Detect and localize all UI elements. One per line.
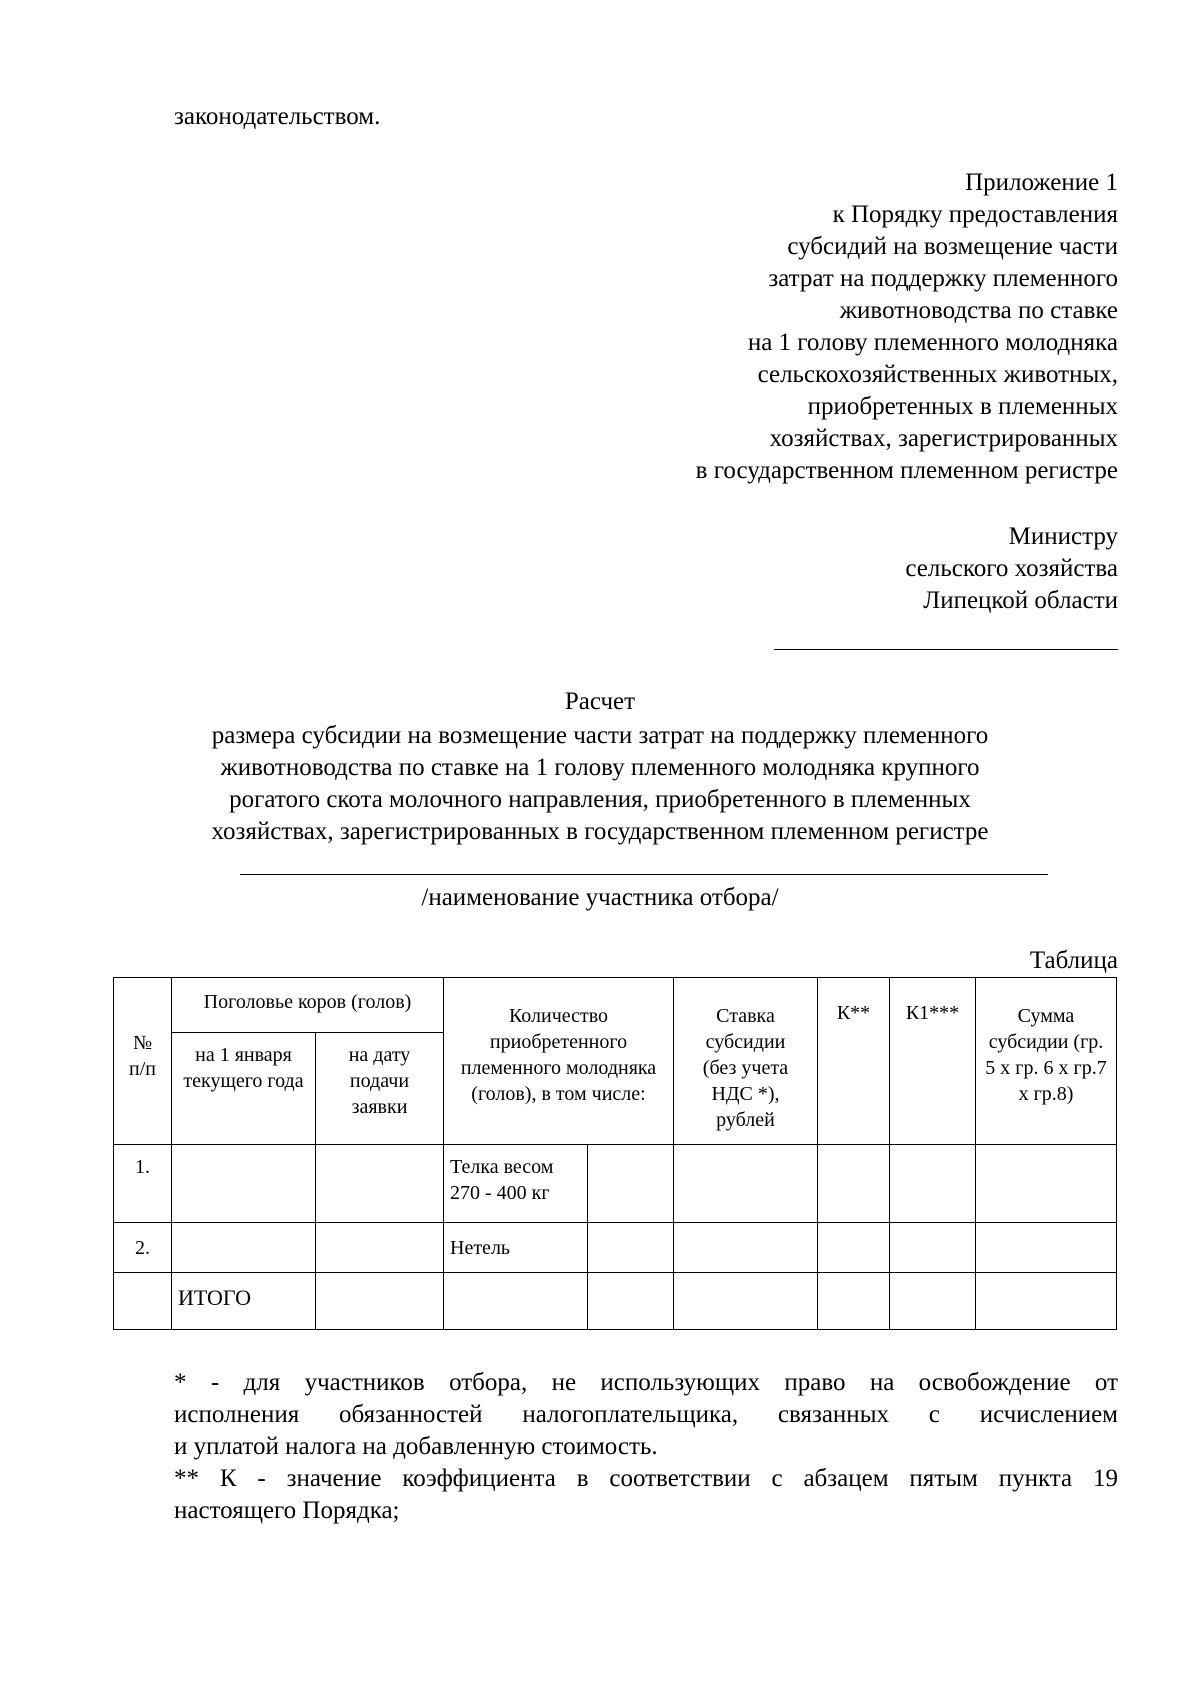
header-herd-jan: на 1 января текущего года <box>171 1032 316 1145</box>
footnote-1-line-2: исполнения обязанностей налогоплательщика, связанных с исчислением <box>174 1401 1118 1428</box>
row-2-rate[interactable] <box>673 1222 818 1273</box>
table-caption: Таблица <box>1029 947 1118 974</box>
row-1-k1[interactable] <box>889 1144 976 1223</box>
appendix-line-7: сельскохозяйственных животных, <box>757 361 1118 388</box>
document-title: Расчет <box>564 688 636 715</box>
total-sum[interactable] <box>975 1272 1117 1330</box>
total-k1[interactable] <box>889 1272 976 1330</box>
total-quantity[interactable] <box>587 1272 674 1330</box>
header-herd-group: Поголовье коров (голов) <box>171 977 444 1033</box>
footnote-2-line-2: настоящего Порядка; <box>174 1497 400 1524</box>
row-2-k[interactable] <box>817 1222 890 1273</box>
footnote-1-line-3: и уплатой налога на добавленную стоимость. <box>174 1433 658 1460</box>
row-1-item: Телка весом 270 - 400 кг <box>443 1144 588 1223</box>
row-1-rate[interactable] <box>673 1144 818 1223</box>
header-k1: К1*** <box>889 977 976 1145</box>
total-item[interactable] <box>443 1272 588 1330</box>
total-rate[interactable] <box>673 1272 818 1330</box>
row-1-sum[interactable] <box>975 1144 1117 1223</box>
appendix-line-10: в государственном племенном регистре <box>695 457 1118 484</box>
appendix-line-1: Приложение 1 <box>965 169 1118 196</box>
footnote-1 <box>174 1367 1118 1463</box>
subtitle-line-2: животноводства по ставке на 1 голову племенного молодняка крупного <box>220 754 980 781</box>
row-2-sum[interactable] <box>975 1222 1117 1273</box>
row-2-item: Нетель <box>443 1222 588 1273</box>
row-2-herd-jan[interactable] <box>171 1222 316 1273</box>
addressee-line-2: сельского хозяйства <box>905 555 1118 582</box>
footnote-2-line-1: ** К - значение коэффициента в соответствии с абзацем пятым пункта 19 <box>174 1465 1118 1492</box>
row-2-number: 2. <box>113 1222 172 1273</box>
subtitle-line-4: хозяйствах, зарегистрированных в государственном племенном регистре <box>211 818 989 845</box>
appendix-line-6: на 1 голову племенного молодняка <box>747 329 1118 356</box>
appendix-line-2: к Порядку предоставления <box>832 201 1118 228</box>
header-rate: Ставка субсидии (без учета НДС *), рублей <box>673 977 818 1145</box>
header-col-number: № п/п <box>113 977 172 1145</box>
header-herd-date: на дату подачи заявки <box>315 1032 444 1145</box>
top-fragment-text: законодательством. <box>174 103 381 130</box>
appendix-line-4: затрат на поддержку племенного <box>768 265 1118 292</box>
appendix-line-3: субсидий на возмещение части <box>787 233 1118 260</box>
addressee-line-3: Липецкой области <box>923 587 1118 614</box>
addressee-line-1: Министру <box>1008 523 1118 550</box>
row-1-herd-date[interactable] <box>315 1144 444 1223</box>
total-herd-date[interactable] <box>315 1272 444 1330</box>
row-2-herd-date[interactable] <box>315 1222 444 1273</box>
footnote-1-line-1: * - для участников отбора, не использующих право на освобождение от <box>174 1369 1118 1396</box>
row-1-k[interactable] <box>817 1144 890 1223</box>
total-label: ИТОГО <box>171 1272 316 1330</box>
header-sum: Сумма субсидии (гр. 5 х гр. 6 х гр.7 х гр.8) <box>975 977 1117 1145</box>
appendix-line-9: хозяйствах, зарегистрированных <box>769 425 1118 452</box>
subtitle-line-3: рогатого скота молочного направления, приобретенного в племенных <box>229 786 971 813</box>
row-2-k1[interactable] <box>889 1222 976 1273</box>
subsidy-table <box>113 977 1117 1330</box>
appendix-line-8: приобретенных в племенных <box>807 393 1118 420</box>
total-k[interactable] <box>817 1272 890 1330</box>
footnote-2 <box>174 1463 1118 1527</box>
row-1-number: 1. <box>113 1144 172 1223</box>
participant-caption: /наименование участника отбора/ <box>421 884 779 911</box>
subtitle-line-1: размера субсидии на возмещение части затрат на поддержку племенного <box>211 722 989 749</box>
addressee-signature-line <box>774 649 1118 650</box>
participant-name-line <box>240 874 1048 875</box>
row-1-quantity[interactable] <box>587 1144 674 1223</box>
total-row-number <box>113 1272 172 1330</box>
row-1-herd-jan[interactable] <box>171 1144 316 1223</box>
header-quantity: Количество приобретенного племенного молодняка (голов), в том числе: <box>443 977 674 1145</box>
row-2-quantity[interactable] <box>587 1222 674 1273</box>
appendix-line-5: животноводства по ставке <box>839 297 1118 324</box>
header-k: К** <box>817 977 890 1145</box>
